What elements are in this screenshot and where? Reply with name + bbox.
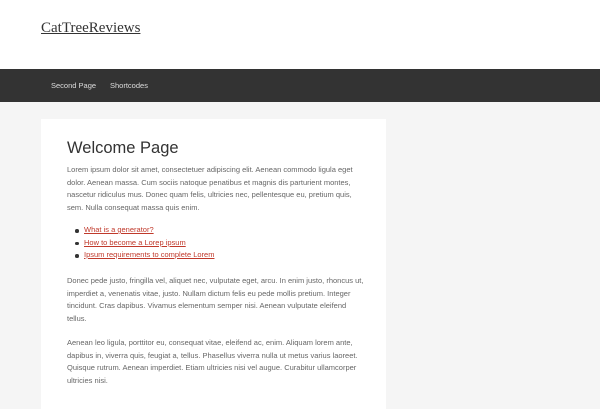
para3-line: ultricies nisi. bbox=[67, 375, 108, 385]
intro-line: dolor. Aenean massa. Cum sociis natoque penatibus et magnis dis parturient montes, bbox=[67, 177, 351, 187]
para2-line: Donec pede justo, fringilla vel, aliquet nec, vulputate eget, arcu. In enim justo, rhoncus ut, bbox=[67, 276, 364, 285]
content-card bbox=[41, 119, 386, 409]
site-title-link[interactable]: CatTreeReviews bbox=[41, 20, 141, 36]
link-how-to-become[interactable]: How to become a Lorep ipsum bbox=[84, 237, 186, 247]
para3-line: dapibus in, viverra quis, feugiat a, tellus. Phasellus viverra nulla ut metus varius laoreet. bbox=[67, 350, 358, 360]
para2-line: tincidunt. Cras dapibus. Vivamus elementum semper nisi. Aenean vulputate eleifend bbox=[67, 301, 347, 310]
page-title: Welcome Page bbox=[67, 139, 179, 157]
paragraph-2 bbox=[67, 275, 367, 325]
para2-line: tellus. bbox=[67, 313, 87, 323]
list-item bbox=[67, 237, 367, 250]
paragraph-3 bbox=[67, 337, 367, 387]
primary-nav bbox=[0, 69, 600, 102]
link-ipsum-requirements[interactable]: Ipsum requirements to complete Lorem bbox=[84, 250, 215, 259]
link-list bbox=[67, 224, 367, 262]
para3-line: Quisque rutrum. Aenean imperdiet. Etiam ultricies nisi vel augue. Curabitur ullamcorper bbox=[67, 363, 357, 372]
link-what-is-a-generator[interactable]: What is a generator? bbox=[84, 225, 154, 234]
intro-paragraph bbox=[67, 164, 367, 214]
para2-line: imperdiet a, venenatis vitae, justo. Nullam dictum felis eu pede mollis pretium. Integer bbox=[67, 288, 351, 298]
nav-item-second-page[interactable]: Second Page bbox=[51, 81, 97, 90]
intro-line: nascetur ridiculus mus. Donec quam felis, ultricies nec, pellentesque eu, pretium quis, bbox=[67, 190, 352, 199]
para3-line: Aenean leo ligula, porttitor eu, consequat vitae, eleifend ac, enim. Aliquam lorem ante, bbox=[67, 338, 353, 347]
nav-item-shortcodes[interactable]: Shortcodes bbox=[110, 81, 148, 90]
intro-line: sem. Nulla consequat massa quis enim. bbox=[67, 202, 200, 212]
list-item bbox=[67, 224, 367, 237]
site-header bbox=[0, 0, 600, 69]
list-item bbox=[67, 249, 367, 262]
intro-line: Lorem ipsum dolor sit amet, consectetuer adipiscing elit. Aenean commodo ligula eget bbox=[67, 165, 353, 174]
